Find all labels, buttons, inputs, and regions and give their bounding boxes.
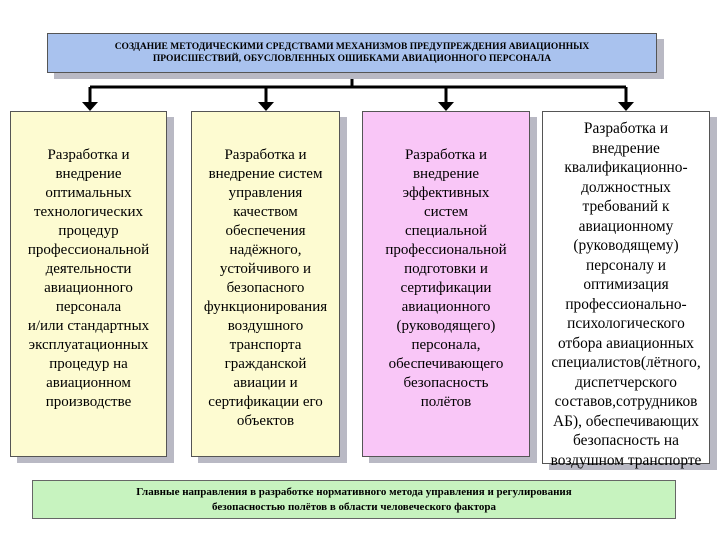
col4-line: квалификационно- [564, 159, 688, 176]
col3-line: обеспечивающего [388, 356, 504, 372]
col2-line: внедрение систем [208, 166, 323, 182]
col2-line: воздушного [227, 318, 304, 334]
col2-line: сертификации его [208, 394, 323, 410]
col3-line: специальной [404, 223, 488, 239]
title-box [47, 33, 657, 73]
col4-line: составов,сотрудников [554, 393, 698, 410]
col4-line: психологического [567, 315, 685, 332]
bottom-line-1: Главные направления в разработке нормативного метода управления и регулирования [136, 486, 572, 498]
bottom-caption-box [32, 480, 676, 519]
col3-line: безопасность [403, 375, 489, 391]
col1-line: персонала [55, 299, 122, 315]
col2-line: обеспечения [225, 223, 306, 239]
column-1-box [10, 111, 167, 457]
arrow-head-1 [82, 102, 98, 111]
col1-line: и/или стандартных [27, 318, 150, 334]
col3-line: внедрение [412, 166, 480, 182]
col3-line: подготовки и [404, 261, 488, 277]
column-4-box [542, 111, 710, 469]
col1-line: эксплуатационных [28, 337, 149, 353]
col4-line: должностных [581, 178, 671, 196]
col1-line: авиационного [44, 280, 133, 296]
col2-line: авиации и [233, 375, 298, 391]
col1-line: оптимальных [45, 185, 132, 201]
col3-line: (руководящего) [396, 318, 496, 334]
col2-line: функционирования [203, 299, 328, 315]
col4-line: Разработка и [583, 120, 669, 137]
col2-line: надёжного, [229, 242, 302, 258]
col4-line: (руководящему) [573, 237, 679, 254]
col4-line: внедрение [592, 139, 660, 157]
col4-line: безопасность на [572, 432, 680, 449]
col4-line: диспетчерского [575, 373, 677, 391]
bottom-line-2: безопасностью полётов в области человеческого фактора [212, 501, 496, 513]
col4-line: требований к [582, 198, 670, 215]
col4-line: отбора авиационных [558, 334, 694, 352]
col2-line: управления [228, 185, 303, 201]
arrow-head-2 [258, 102, 274, 111]
col4-line: специалистов(лётного, [551, 354, 701, 371]
col1-line: процедур [58, 223, 119, 239]
col3-line: персонала, [411, 337, 481, 353]
column-2-box [191, 111, 340, 457]
col1-line: технологических [33, 204, 144, 220]
col4-line: авиационному [578, 217, 674, 235]
title-line-2: ПРОИСШЕСТВИЙ, ОБУСЛОВЛЕННЫХ ОШИБКАМИ АВИАЦИОННОГО ПЕРСОНАЛА [152, 54, 552, 64]
col4-line: персоналу и [586, 256, 666, 274]
col1-line: авиационном [46, 375, 131, 391]
col2-line: Разработка и [224, 147, 307, 163]
col4-line: АБ), обеспечивающих [553, 412, 699, 430]
col2-line: объектов [236, 413, 295, 429]
col4-line: профессионально- [565, 295, 687, 313]
col1-line: производстве [45, 394, 132, 410]
column-3-box [362, 111, 530, 457]
col1-line: деятельности [45, 261, 132, 277]
col3-line: эффективных [402, 185, 490, 201]
col3-line: сертификации [400, 280, 492, 296]
col4-line: воздушном транспорте [550, 451, 702, 469]
col3-line: систем [423, 204, 469, 220]
col4-line: оптимизация [583, 276, 669, 293]
col3-line: Разработка и [404, 147, 488, 163]
col1-line: Разработка и [47, 147, 130, 163]
col1-line: внедрение [55, 166, 122, 182]
col1-line: процедур на [49, 356, 128, 372]
arrow-head-4 [618, 102, 634, 111]
col2-line: транспорта [229, 337, 302, 353]
col1-line: профессиональной [27, 242, 150, 258]
title-line-1: СОЗДАНИЕ МЕТОДИЧЕСКИМИ СРЕДСТВАМИ МЕХАНИЗМОВ ПРЕДУПРЕЖДЕНИЯ АВИАЦИОННЫХ [114, 42, 590, 52]
col2-line: качеством [233, 204, 298, 220]
col3-line: полётов [420, 394, 472, 410]
col2-line: безопасного [226, 280, 305, 296]
arrow-head-3 [438, 102, 454, 111]
col3-line: профессиональной [385, 242, 507, 258]
col3-line: авиационного [401, 299, 491, 315]
col2-line: устойчивого и [219, 261, 312, 277]
col2-line: гражданской [224, 356, 307, 372]
